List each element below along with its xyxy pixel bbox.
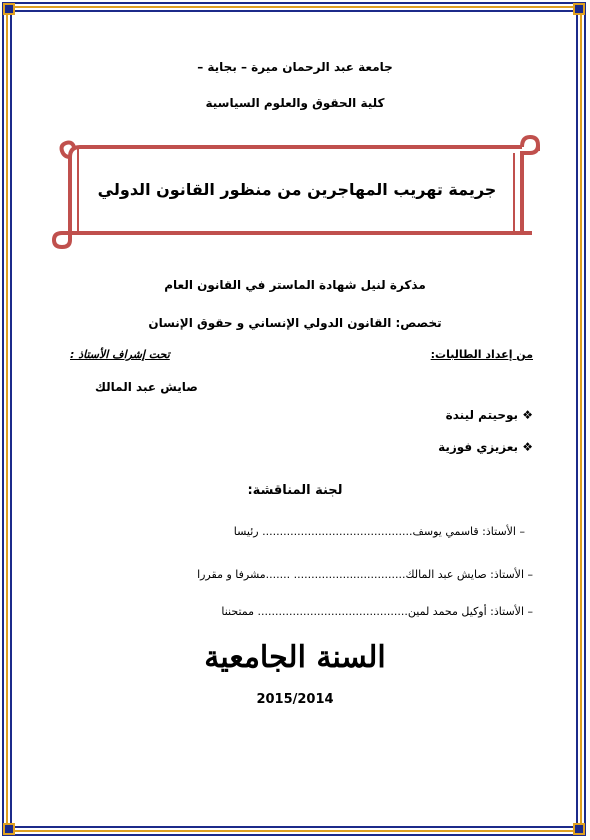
student-item (438, 440, 533, 454)
supervisor-name: صايش عبد المالك (95, 380, 198, 394)
corner-ornament (3, 823, 15, 835)
thesis-title: جريمة تهريب المهاجرين من منظور القانون الدولي (97, 180, 497, 199)
academic-year: 2015/2014 (256, 692, 334, 707)
degree-line: مذكرة لنيل شهادة الماستر في القانون العام (164, 278, 426, 292)
corner-ornament (573, 3, 585, 15)
university-name: جامعة عبد الرحمان ميرة – بجاية – (197, 60, 393, 74)
corner-ornament (3, 3, 15, 15)
faculty-name: كلية الحقوق والعلوم السياسية (205, 96, 385, 110)
committee-member: – الأستاذ: صايش عبد المالك................................ .......مشرفا و مقررا (197, 568, 533, 581)
corner-ornament (573, 823, 585, 835)
student-name: بوحيتم ليندة (445, 408, 519, 422)
committee-member: – الأستاذ: قاسمي يوسف........................................... رئيسا (233, 525, 525, 538)
committee-heading: لجنة المناقشة: (247, 483, 343, 498)
supervisor-heading: تحت إشراف الأستاذ : (70, 348, 170, 361)
student-item (446, 408, 533, 422)
bullet-icon: ❖ (522, 408, 533, 422)
academic-year-title: السنة الجامعية (204, 640, 386, 675)
specialty-line: تخصص: القانون الدولي الإنساني و حقوق الإنسان (148, 316, 442, 330)
title-scroll-banner (52, 135, 542, 250)
committee-member: – الأستاذ: أوكيل محمد لمين........................................... ممتحننا (221, 605, 533, 618)
student-name: بعزيزي فوزية (438, 440, 519, 454)
bullet-icon: ❖ (522, 440, 533, 454)
students-heading: من إعداد الطالبات: (430, 348, 533, 361)
